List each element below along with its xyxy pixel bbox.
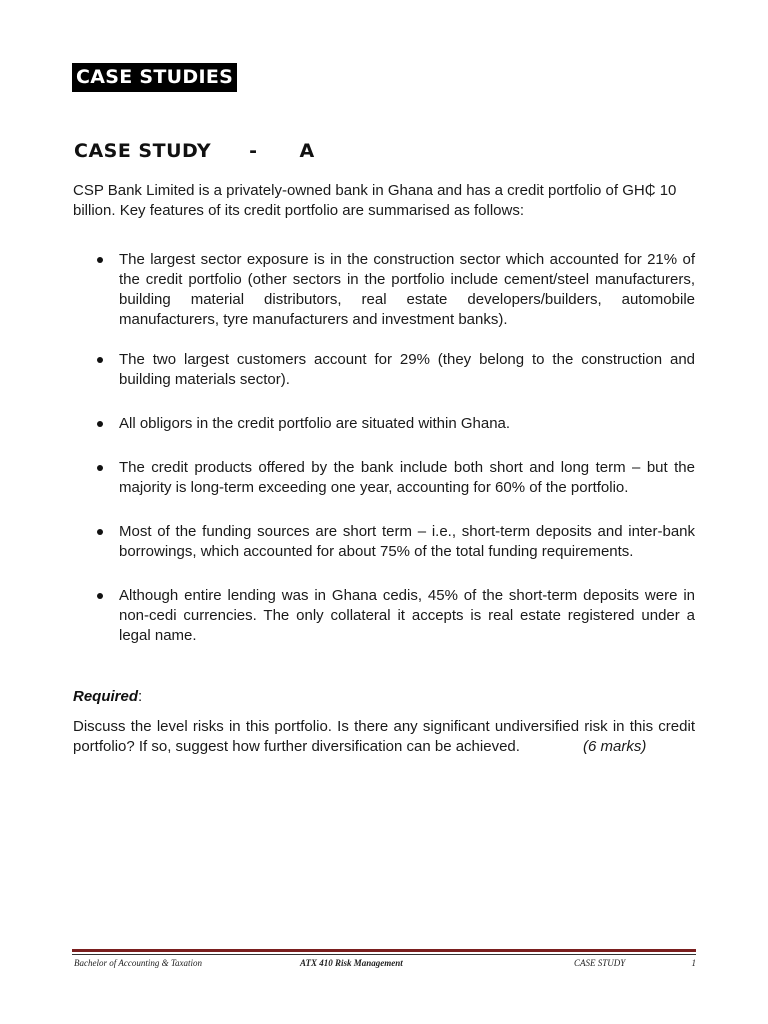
section-banner: CASE STUDIES <box>72 63 237 92</box>
required-heading <box>73 687 142 707</box>
list-item <box>73 350 695 390</box>
bullet-icon <box>97 465 103 471</box>
footer-module: ATX 410 Risk Management <box>300 958 403 968</box>
bullet-icon <box>97 529 103 535</box>
footer-section: CASE STUDY <box>574 958 626 968</box>
required-label: Required <box>73 688 139 705</box>
list-item <box>73 250 695 330</box>
page-footer <box>72 956 696 970</box>
list-item-text: Although entire lending was in Ghana cedis, 45% of the short-term deposits were in non-cedi currencies. The only collateral it accepts is real estate registered under a legal name. <box>119 587 695 644</box>
case-study-dash: - <box>249 140 258 162</box>
required-colon: : <box>138 688 143 705</box>
list-item-text: The largest sector exposure is in the construction sector which accounted for 21% of the credit portfolio (other sectors in the portfolio include cement/steel manufacturers, building material distributors, real estate developers/builders, automobile manufacturers, tyre manufacturers and investment banks). <box>119 251 695 328</box>
list-item-text: The two largest customers account for 29% (they belong to the construction and building materials sector). <box>119 351 695 388</box>
intro-paragraph: CSP Bank Limited is a privately-owned bank in Ghana and has a credit portfolio of GH₵ 10 billion. Key features of its credit portfolio are summarised as follows: <box>73 182 677 219</box>
case-study-letter: A <box>299 140 315 162</box>
bullet-icon <box>97 357 103 363</box>
marks-label: (6 marks) <box>583 738 647 755</box>
list-item <box>73 414 695 434</box>
list-item <box>73 522 695 562</box>
bullet-icon <box>97 421 103 427</box>
footer-divider-thin <box>72 954 696 955</box>
footer-divider <box>72 949 696 952</box>
page-number: 1 <box>691 958 696 968</box>
bullet-icon <box>97 257 103 263</box>
feature-list <box>73 250 695 646</box>
case-study-title <box>74 139 315 163</box>
question-text: Discuss the level risks in this portfolio. Is there any significant undiversified risk in this credit portfolio? If so, suggest how further diversification can be achieved. <box>73 718 695 755</box>
list-item-text: The credit products offered by the bank include both short and long term – but the majority is long-term exceeding one year, accounting for 60% of the portfolio. <box>119 459 695 496</box>
question-paragraph <box>73 717 695 757</box>
list-item-text: Most of the funding sources are short term – i.e., short-term deposits and inter-bank borrowings, which accounted for about 75% of the total funding requirements. <box>119 523 695 560</box>
footer-course: Bachelor of Accounting & Taxation <box>74 958 202 968</box>
list-item <box>73 586 695 646</box>
bullet-icon <box>97 593 103 599</box>
list-item-text: All obligors in the credit portfolio are situated within Ghana. <box>119 415 511 432</box>
list-item <box>73 458 695 498</box>
case-study-label: CASE STUDY <box>74 140 212 162</box>
